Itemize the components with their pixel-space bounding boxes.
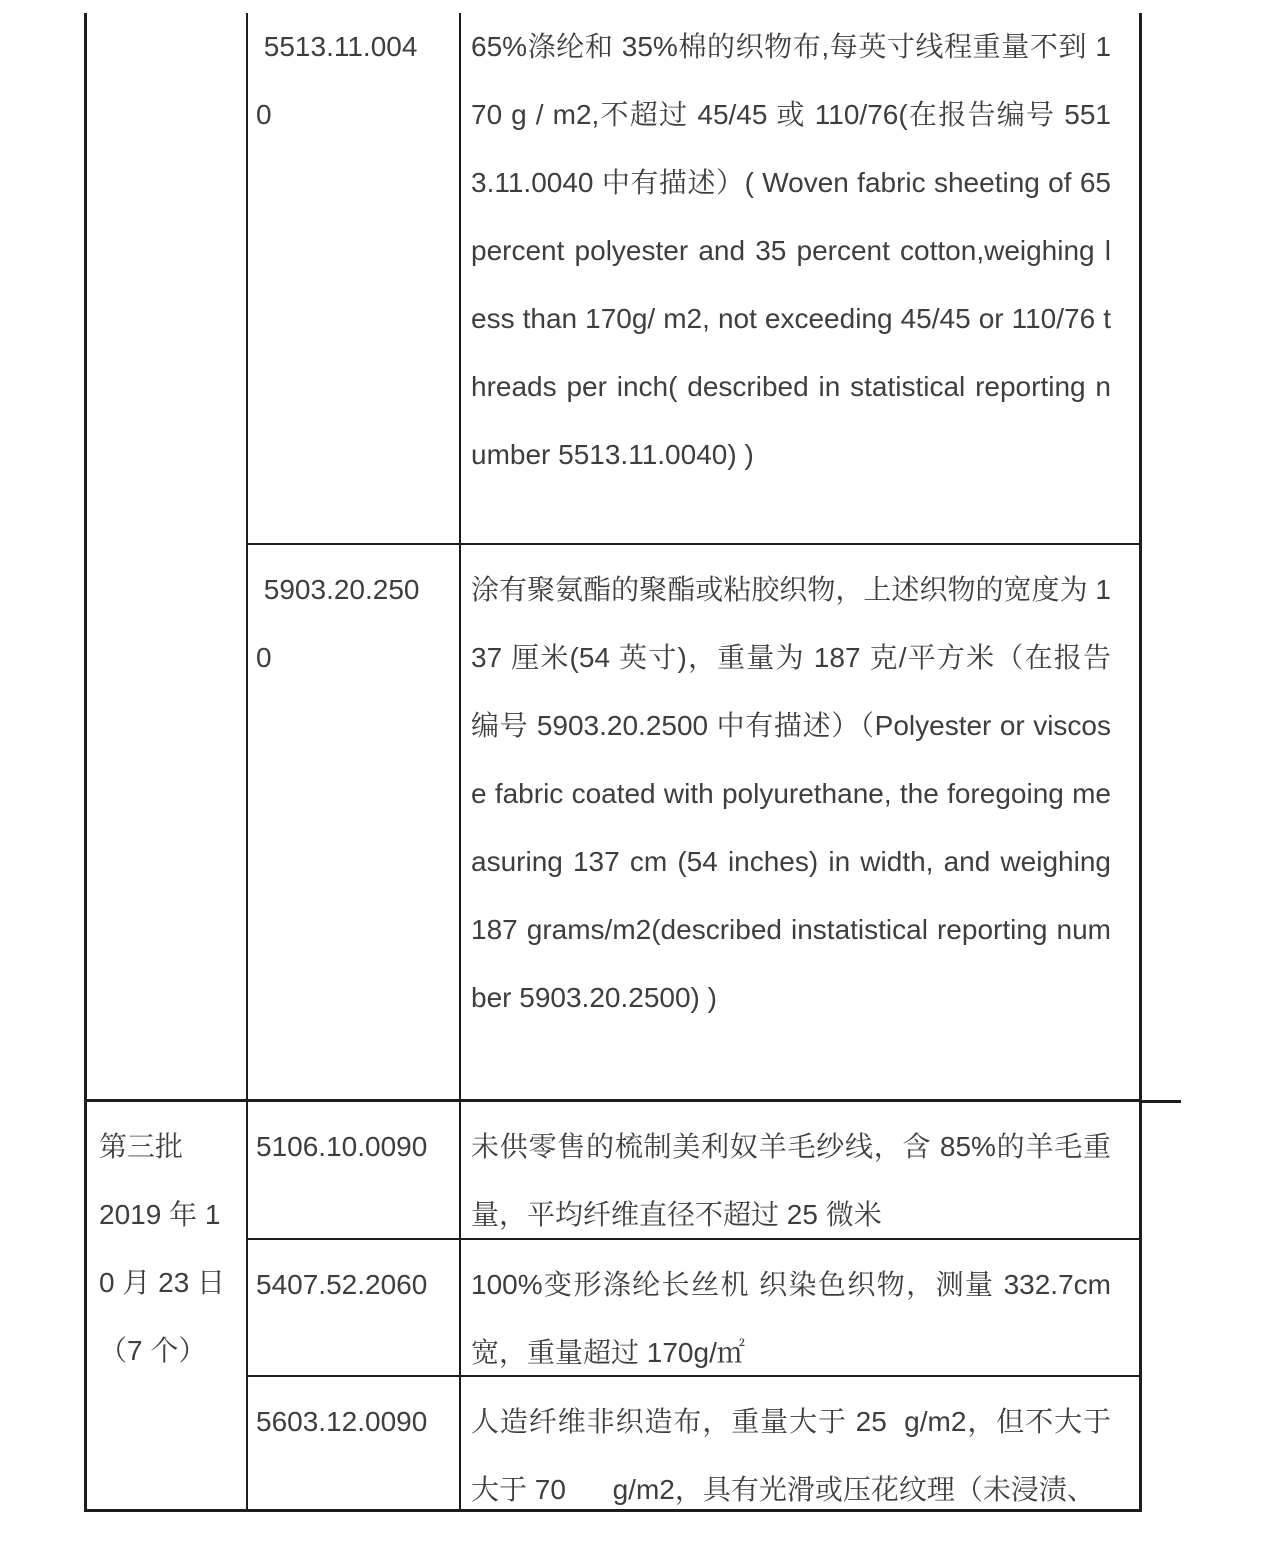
description-text: 100%变形涤纶长丝机 织染色织物，测量 332.7cm 宽，重量超过 170g/㎡ xyxy=(471,1269,1119,1368)
description-text: 人造纤维非织造布，重量大于 25 g/m2，但不大于大于 70 g/m2，具有光滑或压花纹理（未浸渍、 xyxy=(471,1406,1111,1505)
hts-code-cell xyxy=(248,1377,461,1512)
hts-code: 5903.20.2500 xyxy=(256,574,420,673)
description-cell xyxy=(461,1240,1142,1377)
hts-code-cell xyxy=(248,1240,461,1377)
description-cell xyxy=(461,545,1142,1102)
hts-code: 5106.10.0090 xyxy=(256,1131,428,1162)
hts-code: 5407.52.2060 xyxy=(256,1269,428,1300)
batch-count: （7 个） xyxy=(99,1335,207,1366)
description-cell xyxy=(461,1377,1142,1512)
description-text: 涂有聚氨酯的聚酯或粘胶织物，上述织物的宽度为 137 厘米(54 英寸)，重量为 187 克/平方米（在报告编号 5903.20.2500 中有描述）（Polyester or viscose fabric coated with polyurethane, the foregoing measuring 137 cm (54 inches) in width, and weighing 187 grams/m2(described instatistical reporting number 5903.20.2500) ) xyxy=(471,574,1119,1013)
hts-code-cell xyxy=(248,545,461,1102)
batch-label xyxy=(87,13,227,24)
hts-code-cell xyxy=(248,1102,461,1240)
table-border-overhang xyxy=(1139,1100,1181,1103)
hts-code-cell xyxy=(248,13,461,545)
hts-code: 5513.11.0040 xyxy=(256,31,418,130)
description-cell xyxy=(461,1102,1142,1240)
description-text: 未供零售的梳制美利奴羊毛纱线，含 85%的羊毛重量，平均纤维直径不超过 25 微米 xyxy=(471,1131,1111,1230)
batch-cell-empty xyxy=(87,13,248,1102)
hts-code: 5603.12.0090 xyxy=(256,1406,428,1437)
description-cell xyxy=(461,13,1142,545)
description-text: 65%涤纶和 35%棉的织物布,每英寸线程重量不到 170 g / m2,不超过 45/45 或 110/76(在报告编号 5513.11.0040 中有描述）( Woven fabric sheeting of 65 percent polyester and 35 percent cotton,weighing less than 170g/ m2, not exceeding 45/45 or 110/76 threads per inch( described in statistical reporting number 5513.11.0040) ) xyxy=(471,31,1119,470)
tariff-table xyxy=(84,13,1142,1512)
batch-date: 2019 年 10 月 23 日 xyxy=(99,1199,226,1298)
batch-cell xyxy=(87,1102,248,1512)
batch-name: 第三批 xyxy=(99,1131,184,1162)
